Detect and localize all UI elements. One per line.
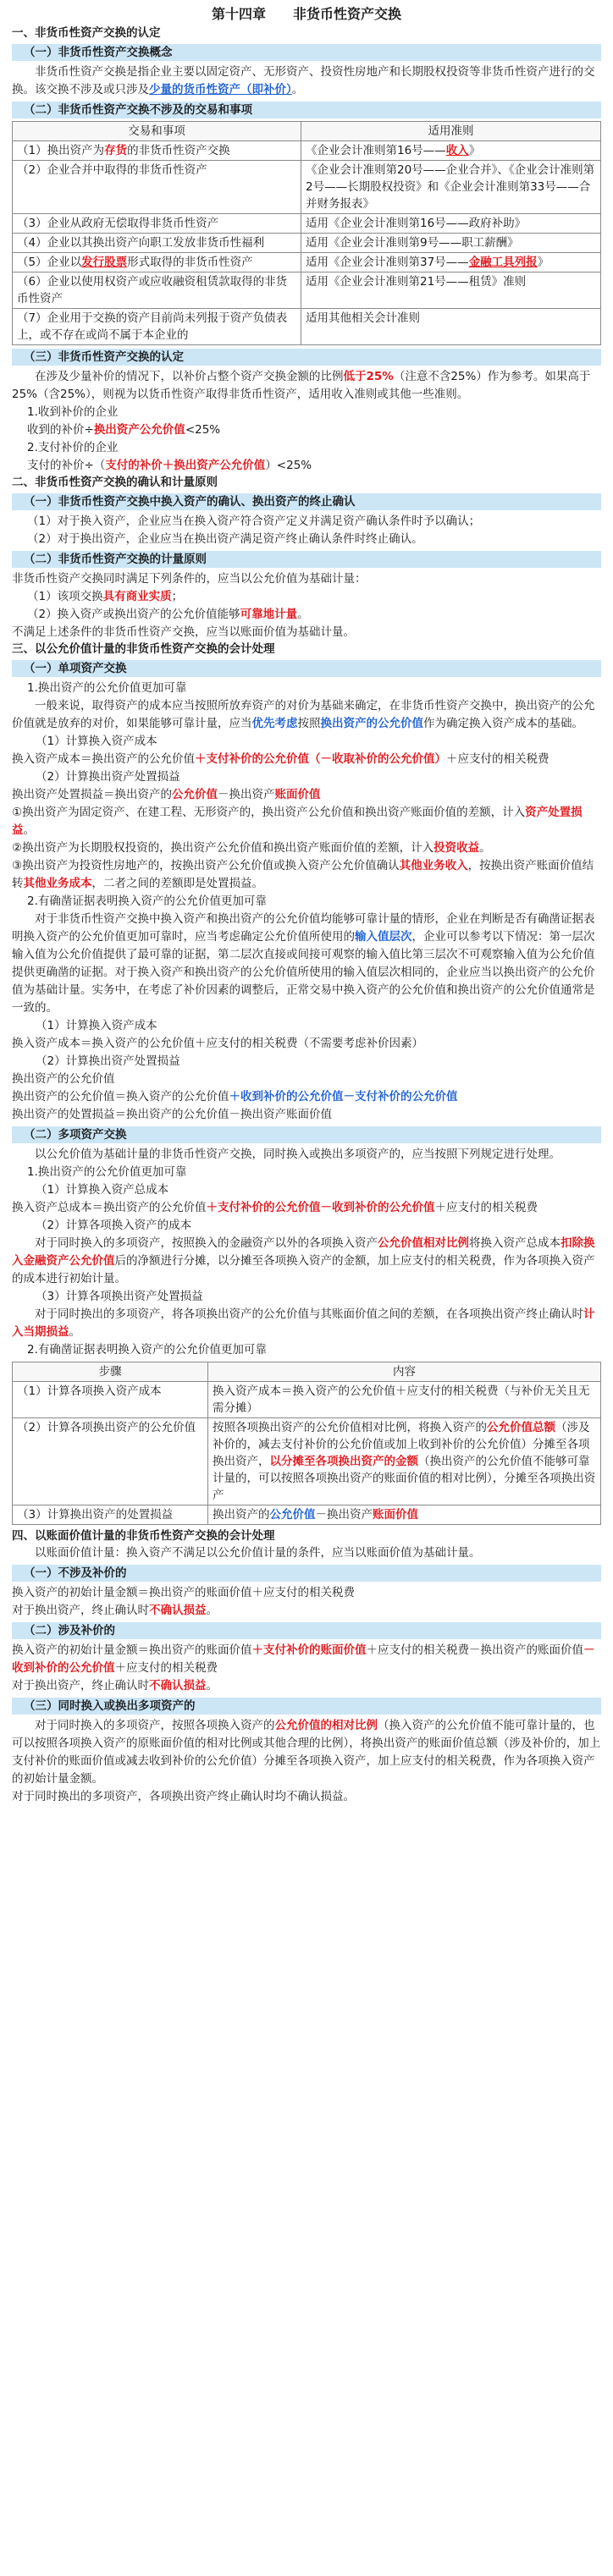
text-line: 对于同时换入的多项资产，按照各项换入资产的公允价值的相对比例（换入资产的公允价值不能可靠计量的，也可以按照各项换入资产的原账面价值的相对比例或其他合理的比例），将换出资产的账面价值总额（涉及补价的，加上支付补价的账面价值或减去收到补价的公允价值）分摊至各项换入资产，加上应支付的相关税费，作为各项换入资产的初始计量金额。 — [12, 1719, 601, 1786]
table-cell: 按照各项换出资产的公允价值相对比例，将换入资产的公允价值总额（涉及补价的，减去支付补价的公允价值或加上收到补价的公允价值）分摊至各项换出资产，以分摊至各项换出资产的金额（换出资产的公允价值不能够可靠计量的，可以按照各项换出资产的账面价值的相对比例），分摊至各项换出资产 — [208, 1418, 601, 1505]
table-row — [13, 272, 601, 309]
text-line: 非货币性资产交换同时满足下列条件的，应当以公允价值为基础计量： — [12, 572, 367, 586]
table-row — [13, 309, 601, 345]
table-cell: 适用《企业会计准则第37号——金融工具列报》 — [301, 253, 601, 272]
section-1-heading: 一、非货币性资产交换的认定 — [12, 26, 161, 40]
table-cell: 适用《企业会计准则第9号——职工薪酬》 — [301, 234, 601, 253]
chapter-title: 第十四章 非货币性资产交换 — [211, 6, 401, 22]
text-line: 对于同时换入的多项资产，按照换入的金融资产以外的各项换入资产公允价值相对比例将换入资产总成本扣除换入金融资产公允价值后的净额进行分摊，以分摊至各项换入资产的金额，加上应支付的相关税费，作为各项换入资产的成本进行初始计量。 — [12, 1236, 595, 1285]
text-line: 换出资产的公允价值＝换入资产的公允价值＋收到补价的公允价值－支付补价的公允价值 — [12, 1090, 458, 1104]
table-row — [13, 253, 601, 272]
section-2-sub-2-heading: （二）非货币性资产交换的计量原则 — [12, 551, 601, 568]
paying-party-label: 2.支付补价的企业 — [27, 441, 119, 454]
table-header-row — [13, 122, 601, 141]
text-line: ③换出资产为投资性房地产的，按换出资产公允价值或换入资产公允价值确认其他业务收入，按换出资产账面价值结转其他业务成本，二者之间的差额即是处置损益。 — [12, 859, 594, 890]
table-row — [13, 1505, 601, 1525]
text-line: （2）计算换出资产处置损益 — [36, 1054, 180, 1068]
recognition-paragraph: 在涉及少量补价的情况下，以补价占整个资产交换金额的比例低于25%（注意不含25%）作为参考。如果高于25%（含25%），则视为以货币性资产取得非货币性资产，适用收入准则或其他一些准则。 — [12, 370, 591, 401]
paying-formula: 支付的补价÷（支付的补价＋换出资产公允价值）<25% — [27, 459, 312, 472]
text-line: 1.换出资产的公允价值更加可靠 — [27, 681, 187, 695]
text-line: 对于同时换出的多项资产，各项换出资产终止确认时均不确认损益。 — [12, 1790, 355, 1803]
section-1-sub-3-heading: （三）非货币性资产交换的认定 — [12, 349, 601, 366]
section-1-sub-1-heading: （一）非货币性资产交换概念 — [12, 44, 601, 61]
section-4-sub-3-heading: （三）同时换入或换出多项资产的 — [12, 1698, 601, 1715]
section-4-sub-2-heading: （二）涉及补价的 — [12, 1622, 601, 1639]
table-cell: （7）企业用于交换的资产目前尚未列报于资产负债表上，或不存在或尚不属于本企业的 — [13, 309, 301, 345]
table-cell: （4）企业以其换出资产向职工发放非货币性福利 — [13, 234, 301, 253]
table-cell: （1）换出资产为存货的非货币性资产交换 — [13, 141, 301, 161]
text-line: 一般来说，取得资产的成本应当按照所放弃资产的对价为基础来确定，在非货币性资产交换中，换出资产的公允价值就是放弃的对价，如果能够可靠计量，应当优先考虑按照换出资产的公允价值作为确定换入资产成本的基础。 — [12, 699, 595, 730]
table-cell: 《企业会计准则第16号——收入》 — [301, 141, 601, 161]
text-line: （1）计算换入资产总成本 — [36, 1183, 169, 1197]
text-line: （1）计算换入资产成本 — [36, 735, 157, 748]
table-cell: （5）企业以发行股票形式取得的非货币性资产 — [13, 253, 301, 272]
text-line: （1）该项交换具有商业实质； — [27, 590, 184, 603]
section-1-sub-2-heading: （二）非货币性资产交换不涉及的交易和事项 — [12, 102, 601, 118]
table-row — [13, 1382, 601, 1418]
text-line: 对于非货币性资产交换中换入资产和换出资产的公允价值均能够可靠计量的情形，企业在判断是否有确凿证据表明换入资产的公允价值更加可靠时，应当考虑确定公允价值所使用的输入值层次，企业可以参考以下情况：第一层次输入值为公允价值提供了最可靠的证据，第二层次直接或间接可观察的输入值比第三层次不可观察输入值为公允价值提供更确凿的证据。对于换入资产和换出资产的公允价值所使用的输入值层次相同的，企业应当以换出资产的公允价值为基础计量。实务中，在考虑了补价因素的调整后，正常交易中换入资产的公允价值和换出资产的公允价值通常是一致的。 — [12, 912, 595, 1015]
section-3-sub-1-heading: （一）单项资产交换 — [12, 660, 601, 677]
table-header-cell: 步骤 — [13, 1362, 208, 1382]
table-cell: （2）计算各项换出资产的公允价值 — [13, 1418, 208, 1505]
table-row — [13, 161, 601, 214]
text-line: 2.有确凿证据表明换入资产的公允价值更加可靠 — [27, 1343, 267, 1357]
text-line: 换出资产的公允价值 — [12, 1072, 115, 1086]
section-4-sub-1-heading: （一）不涉及补价的 — [12, 1565, 601, 1582]
text-line: （1）对于换入资产，企业应当在换入资产符合资产定义并满足资产确认条件时予以确认； — [27, 515, 481, 528]
table-header-cell: 交易和事项 — [13, 122, 301, 141]
text-line: 对于换出资产，终止确认时不确认损益。 — [12, 1679, 218, 1693]
receiving-formula: 收到的补价÷换出资产公允价值<25% — [27, 423, 221, 437]
section-2-heading: 二、非货币性资产交换的确认和计量原则 — [12, 476, 218, 489]
table-row — [13, 214, 601, 234]
text-line: （2）计算换出资产处置损益 — [36, 770, 180, 784]
text-line: ②换出资产为长期股权投资的，换出资产公允价值和换出资产账面价值的差额，计入投资收益。 — [12, 841, 491, 855]
table-cell: 《企业会计准则第20号——企业合并》、《企业会计准则第2号——长期股权投资》和《企业会计准则第33号——合并财务报表》 — [301, 161, 601, 214]
table-row — [13, 141, 601, 161]
concept-paragraph: 非货币性资产交换是指企业主要以固定资产、无形资产、投资性房地产和长期股权投资等非货币性资产进行的交换。该交换不涉及或只涉及少量的货币性资产（即补价）。 — [12, 65, 595, 96]
section-4-heading: 四、以账面价值计量的非货币性资产交换的会计处理 — [12, 1529, 275, 1543]
table-cell: （1）计算各项换入资产成本 — [13, 1382, 208, 1418]
table-header-row — [13, 1362, 601, 1382]
text-line: （2）换入资产或换出资产的公允价值能够可靠地计量。 — [27, 608, 309, 621]
text-line: 1.换出资产的公允价值更加可靠 — [27, 1165, 187, 1179]
text-line: 以公允价值为基础计量的非货币性资产交换，同时换入或换出多项资产的，应当按照下列规定进行处理。 — [35, 1148, 561, 1161]
text-line: 换出资产的处置损益＝换出资产的公允价值－换出资产账面价值 — [12, 1108, 332, 1121]
table-row — [13, 234, 601, 253]
table-cell: 适用《企业会计准则第21号——租赁》准则 — [301, 272, 601, 309]
text-line: 对于换出资产，终止确认时不确认损益。 — [12, 1604, 218, 1617]
text-line: 换入资产成本＝换出资产的公允价值＋支付补价的公允价值（－收取补价的公允价值）＋应支付的相关税费 — [12, 752, 549, 766]
text-line: 以账面价值计量：换入资产不满足以公允价值计量的条件，应当以账面价值为基础计量。 — [35, 1546, 481, 1560]
section-3-heading: 三、以公允价值计量的非货币性资产交换的会计处理 — [12, 642, 275, 656]
multi-asset-steps-table — [12, 1362, 601, 1525]
table-cell: 换入资产成本＝换入资产的公允价值＋应支付的相关税费（与补价无关且无需分摊） — [208, 1382, 601, 1418]
excluded-transactions-table — [12, 121, 601, 345]
text-line: 换入资产的初始计量金额＝换出资产的账面价值＋支付补价的账面价值＋应支付的相关税费－换出资产的账面价值－收到补价的公允价值＋应支付的相关税费 — [12, 1643, 595, 1675]
table-cell: （3）计算换出资产的处置损益 — [13, 1505, 208, 1525]
table-cell: （2）企业合并中取得的非货币性资产 — [13, 161, 301, 214]
table-cell: （6）企业以使用权资产或应收融资租赁款取得的非货币性资产 — [13, 272, 301, 309]
text-line: （3）计算各项换出资产处置损益 — [36, 1290, 203, 1303]
table-cell: （3）企业从政府无偿取得非货币性资产 — [13, 214, 301, 234]
text-line: 2.有确凿证据表明换入资产的公允价值更加可靠 — [27, 894, 267, 908]
text-line: 换入资产总成本＝换出资产的公允价值＋支付补价的公允价值－收到补价的公允价值＋应支付的相关税费 — [12, 1201, 538, 1214]
section-3-sub-2-heading: （二）多项资产交换 — [12, 1126, 601, 1143]
section-2-sub-1-heading: （一）非货币性资产交换中换入资产的确认、换出资产的终止确认 — [12, 493, 601, 510]
text-line: ①换出资产为固定资产、在建工程、无形资产的，换出资产公允价值和换出资产账面价值的差额，计入资产处置损益。 — [12, 806, 583, 837]
receiving-party-label: 1.收到补价的企业 — [27, 405, 119, 419]
table-header-cell: 适用准则 — [301, 122, 601, 141]
table-row — [13, 1418, 601, 1505]
table-header-cell: 内容 — [208, 1362, 601, 1382]
text-line: （1）计算换入资产成本 — [36, 1019, 157, 1032]
text-line: 不满足上述条件的非货币性资产交换，应当以账面价值为基础计量。 — [12, 625, 355, 639]
table-cell: 适用其他相关会计准则 — [301, 309, 601, 345]
table-cell: 换出资产的公允价值－换出资产账面价值 — [208, 1505, 601, 1525]
text-line: （2）计算各项换入资产的成本 — [36, 1219, 192, 1232]
text-line: 换出资产处置损益＝换出资产的公允价值－换出资产账面价值 — [12, 788, 321, 801]
text-line: 换入资产的初始计量金额＝换出资产的账面价值＋应支付的相关税费 — [12, 1586, 355, 1599]
table-cell: 适用《企业会计准则第16号——政府补助》 — [301, 214, 601, 234]
text-line: 对于同时换出的多项资产，将各项换出资产的公允价值与其账面价值之间的差额，在各项换出资产终止确认时计入当期损益。 — [12, 1307, 595, 1339]
text-line: （2）对于换出资产，企业应当在换出资产满足资产终止确认条件时终止确认。 — [27, 532, 423, 546]
text-line: 换入资产成本＝换入资产的公允价值＋应支付的相关税费（不需要考虑补价因素） — [12, 1037, 423, 1050]
